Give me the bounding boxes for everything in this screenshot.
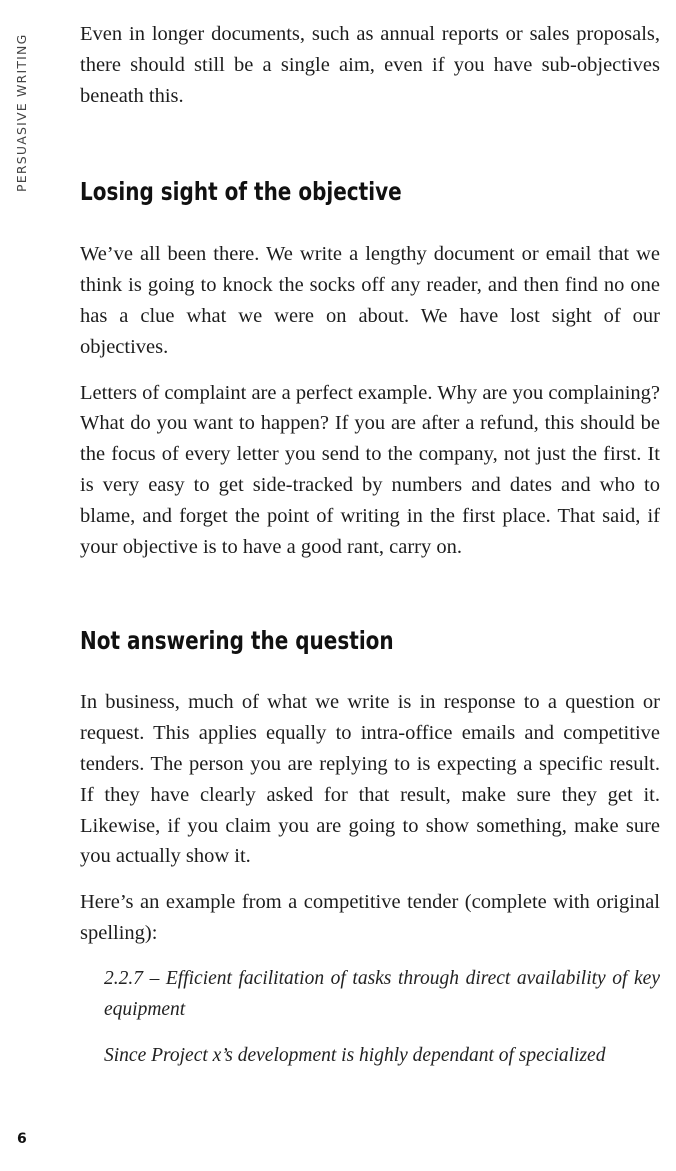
section1-paragraph-1: We’ve all been there. We write a lengthy document or email that we think is going to knock the socks off any reader, and then find no one has a clue what we were on about. We have lost sight of our objectives. bbox=[80, 243, 660, 358]
page-content bbox=[80, 19, 660, 1071]
intro-paragraph: Even in longer documents, such as annual reports or sales proposals, there should still be a single aim, even if you have sub-objectives beneath this. bbox=[80, 23, 660, 107]
section2-paragraph-2: Here’s an example from a competitive tender (complete with original spelling): bbox=[80, 891, 660, 944]
page-number: 6 bbox=[17, 1131, 27, 1147]
section1-paragraph-2: Letters of complaint are a perfect example. Why are you complaining? What do you want to happen? If you are after a refund, this should be the focus of every letter you send to the company, not just the first. It is very easy to get side-tracked by numbers and dates and who to blame, and forget the point of writing in the first place. That said, if your objective is to have a good rant, carry on. bbox=[80, 381, 660, 558]
section-heading-losing-sight: Losing sight of the objective bbox=[80, 177, 402, 207]
running-header: PERSUASIVE WRITING bbox=[14, 33, 29, 192]
quote-heading: 2.2.7 – Efficient facilitation of tasks through direct availability of key equipment bbox=[104, 967, 660, 1020]
section-heading-not-answering: Not answering the question bbox=[80, 626, 394, 656]
section2-paragraph-1: In business, much of what we write is in response to a question or request. This applies equally to intra-office emails and competitive tenders. The person you are replying to is expecting a specific result. If they have clearly asked for that result, make sure they get it. Likewise, if you claim you are going to show something, make sure you actually show it. bbox=[80, 691, 660, 868]
quote-text: Since Project x’s development is highly dependant of specialized bbox=[104, 1044, 606, 1066]
